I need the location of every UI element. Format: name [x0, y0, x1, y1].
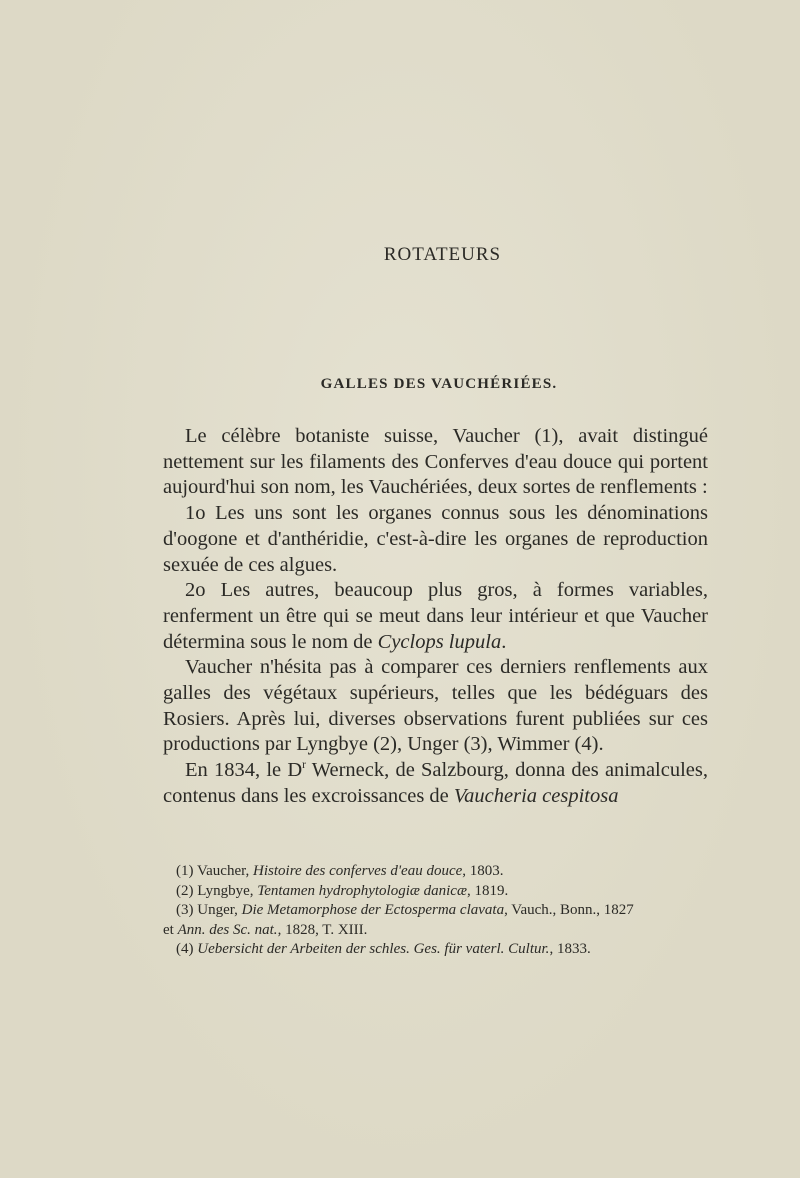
- paragraph-5-text-cont: Werneck, de Salzbourg, donna des animalcules, contenus dans les excroissances de: [163, 759, 708, 807]
- footnote-4-text: (4): [176, 941, 198, 957]
- footnote-1-end: , 1803.: [462, 863, 504, 879]
- section-title: GALLES DES VAUCHÉRIÉES.: [320, 376, 558, 392]
- footnote-3-journal: Ann. des Sc. nat.: [177, 921, 278, 938]
- paragraph-2: 1o Les uns sont les organes connus sous les dénominations d'oogone et d'anthéridie, c'est-à-dire les organes de reproduction sexuée de ces algues.: [163, 502, 708, 576]
- footnote-2: [163, 882, 708, 902]
- footnote-4-title: Uebersicht der Arbeiten der schles. Ges. für vaterl. Cultur.: [197, 941, 550, 957]
- species-name-2: Vaucheria cespitosa: [453, 784, 619, 807]
- footnote-3-cont-end: , 1828, T. XIII.: [277, 921, 368, 938]
- footnote-3-continued: [163, 921, 708, 941]
- page-title: ROTATEURS: [383, 244, 502, 265]
- footnote-1: [163, 862, 708, 882]
- footnote-3: [163, 901, 708, 921]
- footnote-2-title: Tentamen hydrophytologiæ danicæ: [257, 882, 467, 899]
- paragraph-5-text: En 1834, le D: [185, 759, 303, 782]
- paragraph-3-end: .: [501, 630, 507, 653]
- footnote-3-text: (3) Unger,: [176, 902, 242, 918]
- footnote-3-cont-text: et: [163, 921, 178, 938]
- footnote-2-text: (2) Lyngbye,: [176, 882, 258, 899]
- paragraph-5: [163, 758, 708, 809]
- footnote-1-text: (1) Vaucher,: [176, 863, 254, 879]
- species-name: Cyclops lupula: [377, 630, 502, 653]
- footnote-1-title: Histoire des conferves d'eau douce: [253, 863, 463, 879]
- body-text: [163, 424, 708, 810]
- paragraph-4: Vaucher n'hésita pas à comparer ces derniers renflements aux galles des végétaux supérieurs, telles que les bédéguars des Rosiers. Après lui, diverses observations furent publiées sur ces productions par Lyngbye (2), Unger (3), Wimmer (4).: [163, 656, 708, 756]
- footnotes: [163, 862, 708, 960]
- footnote-3-end: , Vauch., Bonn., 1827: [504, 902, 634, 918]
- paragraph-3-text: 2o Les autres, beaucoup plus gros, à formes variables, renferment un être qui se meut dans leur intérieur et que Vaucher détermina sous le nom de: [163, 579, 708, 653]
- footnote-4: [163, 940, 708, 960]
- footnote-4-end: , 1833.: [549, 941, 591, 957]
- paragraph-3: [163, 578, 708, 655]
- doctor-abbrev-sup: r: [302, 759, 306, 772]
- paragraph-1: Le célèbre botaniste suisse, Vaucher (1), avait distingué nettement sur les filaments des Conferves d'eau douce qui portent aujourd'hui son nom, les Vauchériées, deux sortes de renflements :: [163, 425, 708, 499]
- footnote-2-end: , 1819.: [466, 882, 509, 899]
- footnote-3-title: Die Metamorphose der Ectosperma clavata: [241, 902, 505, 918]
